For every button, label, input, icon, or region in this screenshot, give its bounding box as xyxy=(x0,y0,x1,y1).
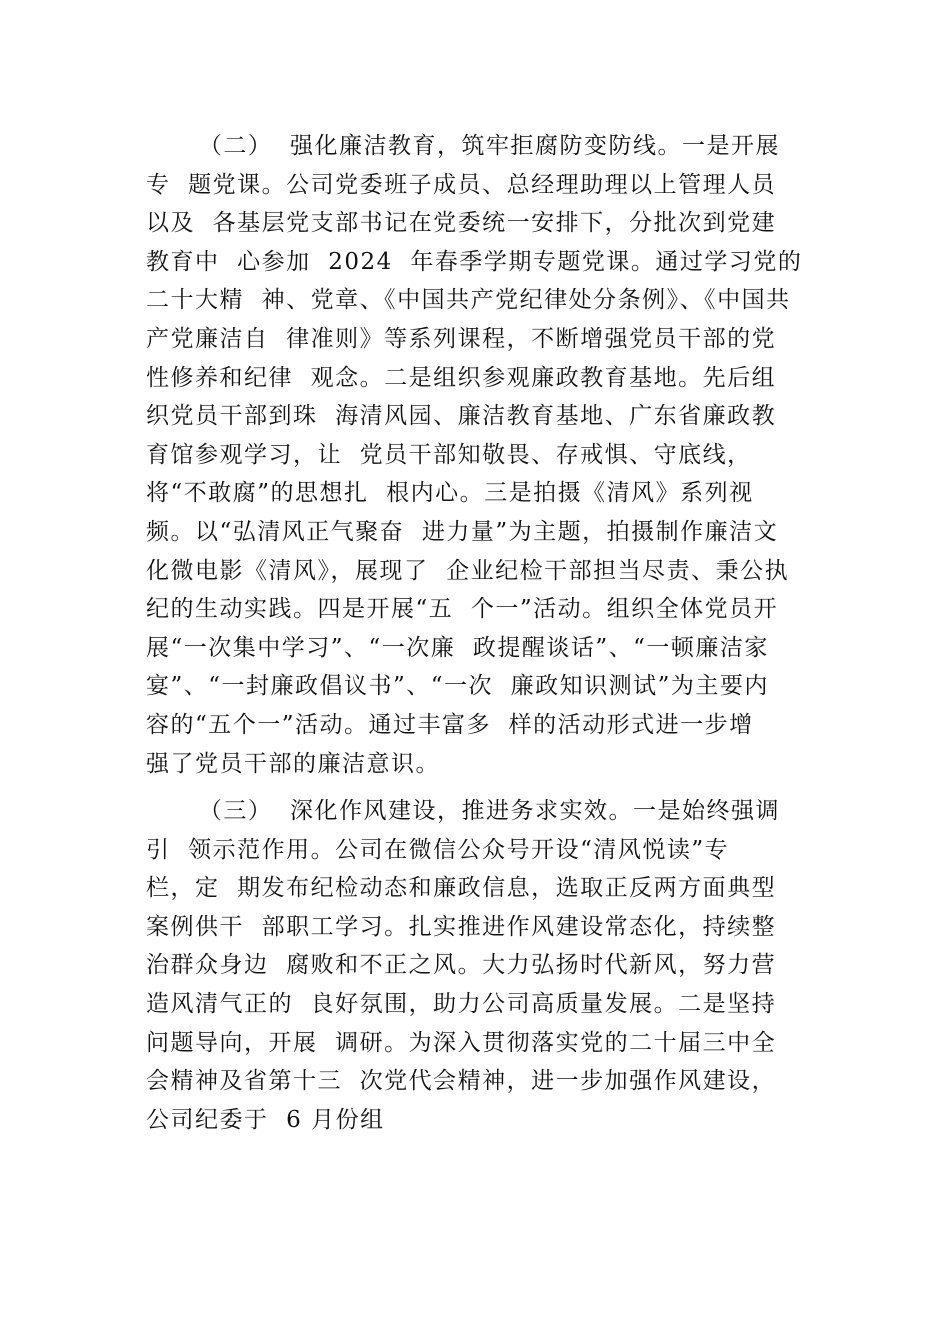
text-line: 引 领示范作用。公司在微信公众号开设“清风悦读”专 xyxy=(146,836,730,863)
text-line: 容的“五个一”活动。通过丰富多 样的活动形式进一步增 xyxy=(146,712,754,738)
text-line: 产党廉洁自 律准则》等系列课程，不断增强党员干部的党 xyxy=(146,326,777,352)
text-line: 造风清气正的 良好氛围，助力公司高质量发展。二是坚持 xyxy=(146,991,777,1017)
text-line: 会精神及省第十三 次党代会精神，进一步加强作风建设， xyxy=(146,1068,777,1095)
text-line: （二） 强化廉洁教育，筑牢拒腐防变防线。一是开展 xyxy=(146,133,780,159)
text-line: 纪的生动实践。四是开展“五 个一”活动。组织全体党员开 xyxy=(146,596,779,623)
text-line: 教育中 心参加 2024 年春季学期专题党课。通过学习党的 xyxy=(146,248,803,275)
text-line: 育馆参观学习，让 党员干部知敬畏、存戒惧、守底线， xyxy=(146,441,752,468)
text-line: （三） 深化作风建设，推进务求实效。一是始终强调 xyxy=(146,798,780,824)
text-line: 问题导向，开展 调研。为深入贯彻落实党的二十届三中全 xyxy=(146,1029,777,1056)
text-line: 以及 各基层党支部书记在党委统一安排下，分批次到党建 xyxy=(146,210,777,237)
text-line: 专 题党课。公司党委班子成员、总经理助理以上管理人员 xyxy=(146,171,777,198)
text-line: 频。以“弘清风正气聚奋 进力量”为主题，拍摄制作廉洁文 xyxy=(146,519,779,545)
text-line: 二十大精 神、党章、《中国共产党纪律处分条例》、《中国共 xyxy=(146,287,791,314)
text-line: 栏，定 期发布纪检动态和廉政信息，选取正反两方面典型 xyxy=(146,875,777,902)
text-line: 展“一次集中学习”、“一次廉 政提醒谈话”、“一顿廉洁家 xyxy=(146,634,769,661)
text-line: 公司纪委于 6 月份组 xyxy=(146,1106,385,1133)
text-line: 织党员干部到珠 海清风园、廉洁教育基地、广东省廉政教 xyxy=(146,403,777,430)
text-line: 宴”、“一封廉政倡议书”、“一次 廉政知识测试”为主要内 xyxy=(146,673,769,700)
text-line: 化微电影《清风》，展现了 企业纪检干部担当尽责、秉公执 xyxy=(146,557,790,584)
text-line: 强了党员干部的廉洁意识。 xyxy=(146,750,440,777)
text-line: 治群众身边 腐败和不正之风。大力弘扬时代新风，努力营 xyxy=(146,952,777,979)
text-line: 案例供干 部职工学习。扎实推进作风建设常态化，持续整 xyxy=(146,913,777,940)
text-line: 性修养和纪律 观念。二是组织参观廉政教育基地。先后组 xyxy=(146,364,777,391)
text-line: 将“不敢腐”的思想扎 根内心。三是拍摄《清风》系列视 xyxy=(146,480,754,507)
